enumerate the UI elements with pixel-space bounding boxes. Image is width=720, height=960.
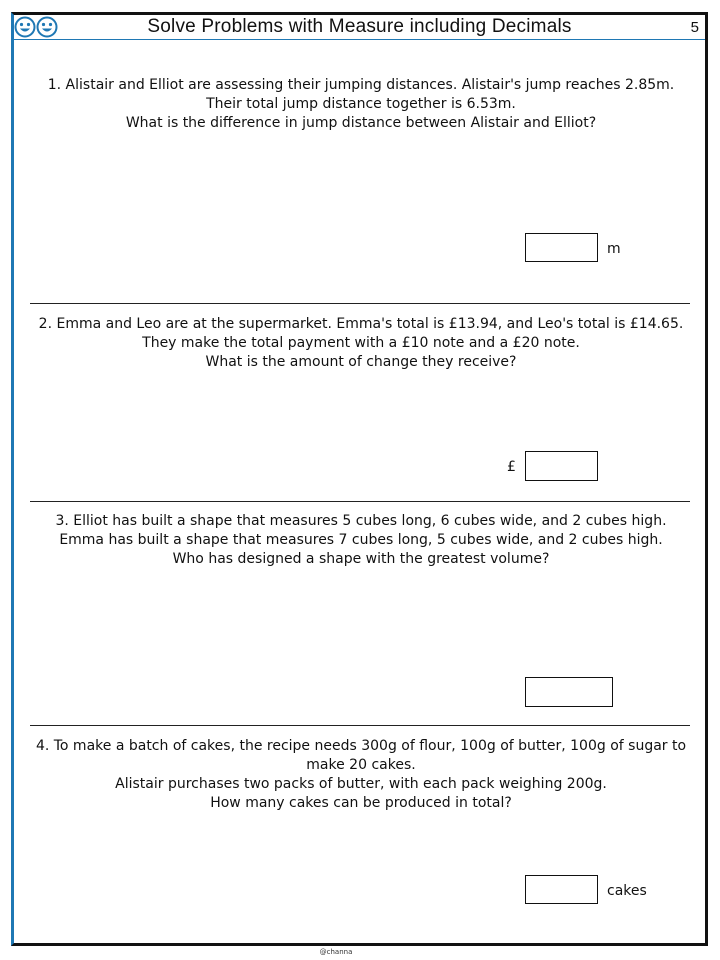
currency-label: £ [507,459,516,475]
question-text-line: 4. To make a batch of cakes, the recipe needs 300g of flour, 100g of butter, 100g of sugar to [35,738,687,754]
answer-box-4[interactable] [525,875,598,904]
answer-box-1[interactable] [525,233,598,262]
question-text-line: Alistair purchases two packs of butter, with each pack weighing 200g. [115,776,607,792]
question-text-line: Their total jump distance together is 6.53m. [206,96,516,112]
page-number: 5 [690,19,699,36]
question-text-line: They make the total payment with a £10 note and a £20 note. [142,335,580,351]
question-text-line: 1. Alistair and Elliot are assessing their jumping distances. Alistair's jump reaches 2.85m. [47,77,675,93]
question-4 [30,737,692,813]
answer-box-2[interactable] [525,451,598,481]
question-text-line: Who has designed a shape with the greatest volume? [172,551,550,567]
question-3 [30,512,692,569]
section-divider [30,303,690,304]
question-text-line: 3. Elliot has built a shape that measures 5 cubes long, 6 cubes wide, and 2 cubes high. [55,513,667,529]
worksheet-header [14,15,705,40]
question-text-line: How many cakes can be produced in total? [210,795,512,811]
question-text-line: What is the difference in jump distance between Alistair and Elliot? [125,115,597,131]
question-text-line: make 20 cakes. [306,757,416,773]
section-divider [30,725,690,726]
answer-unit-label: m [607,241,621,257]
question-text-line: 2. Emma and Leo are at the supermarket. Emma's total is £13.94, and Leo's total is £14.65. [38,316,684,332]
page-title: Solve Problems with Measure including Decimals [147,16,572,37]
footer-credit: @channa [319,948,353,956]
answer-box-3[interactable] [525,677,613,707]
question-text-line: Emma has built a shape that measures 7 cubes long, 5 cubes wide, and 2 cubes high. [59,532,663,548]
question-text-line: What is the amount of change they receive? [205,354,517,370]
question-1 [30,76,692,133]
question-2 [30,315,692,372]
answer-unit-label: cakes [607,883,647,899]
section-divider [30,501,690,502]
